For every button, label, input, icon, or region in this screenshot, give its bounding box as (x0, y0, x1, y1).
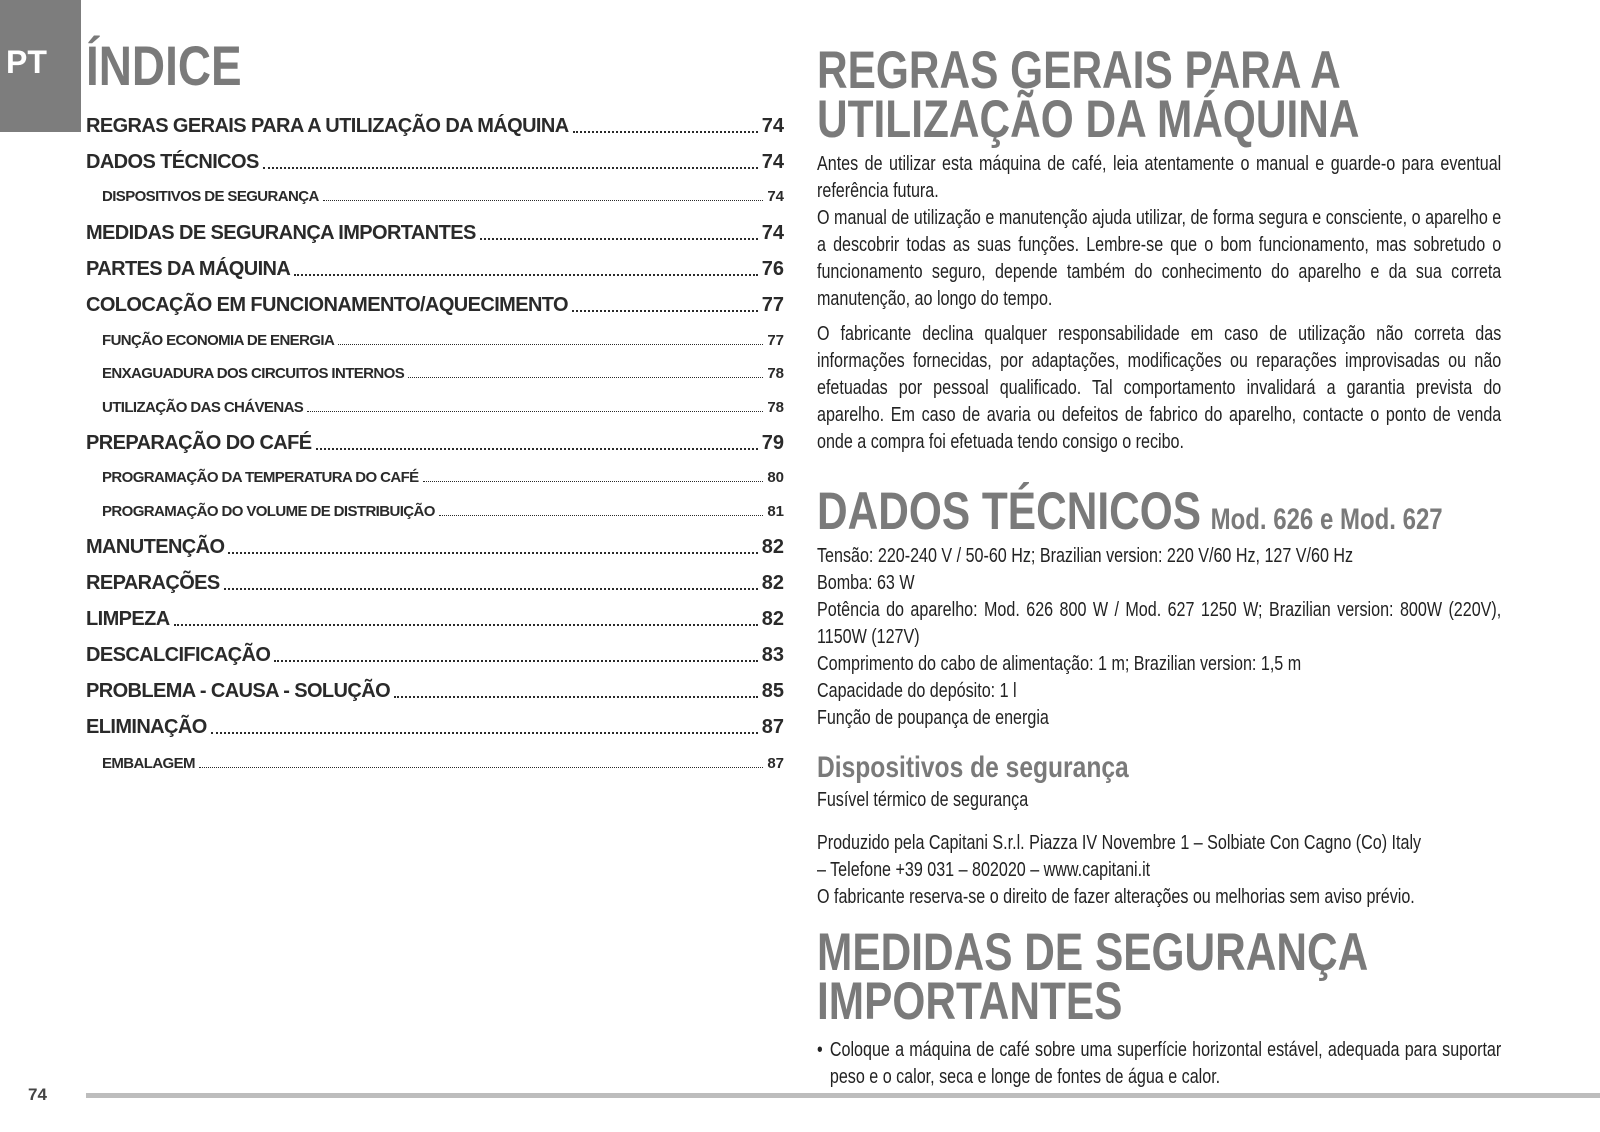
general-rules-paragraph-2: O manual de utilização e manutenção ajuda utilizar, de forma segura e consciente, o aparelho e a descobrir todas as suas funções. Lembre-se que o bom funcionamento, mas sobretudo o funcionamento seguro, depende também do conhecimento do aparelho e da sua correta manutenção, ao longo do tempo. (817, 207, 1502, 310)
safety-measures-list (817, 1037, 1501, 1091)
language-tab (0, 0, 81, 132)
toc-entry-label: PROBLEMA - CAUSA - SOLUÇÃO (86, 680, 391, 702)
toc-entry-label: DISPOSITIVOS DE SEGURANÇA (102, 188, 319, 205)
bullet-marker: • (817, 1039, 823, 1061)
toc-entry-label: PREPARAÇÃO DO CAFÉ (86, 432, 312, 454)
spec-energy-saving: Função de poupança de energia (817, 707, 1049, 729)
producer-line-1: Produzido pela Capitani S.r.l. Piazza IV Novembre 1 – Solbiate Con Cagno (Co) Italy (817, 832, 1422, 854)
toc-entry-label: UTILIZAÇÃO DAS CHÁVENAS (102, 399, 304, 416)
general-rules-paragraph-1: Antes de utilizar esta máquina de café, leia atentamente o manual e guarde-o para eventual referência futura. (817, 153, 1502, 202)
toc-entry-page: 83 (761, 644, 784, 666)
toc-entry-page: 80 (767, 469, 784, 486)
toc-entry-page: 77 (767, 332, 784, 349)
toc-leader-dots (408, 377, 763, 378)
toc-entry-label: DADOS TÉCNICOS (86, 151, 259, 173)
general-rules-title-line2: UTILIZAÇÃO DA MÁQUINA (817, 90, 1360, 149)
toc-entry-label: LIMPEZA (86, 608, 170, 630)
safety-measures-title-line2: IMPORTANTES (817, 972, 1123, 1031)
technical-data-model: Mod. 626 e Mod. 627 (1210, 503, 1443, 536)
spec-power: Potência do aparelho: Mod. 626 800 W / Mod. 627 1250 W; Brazilian version: 800W (220V), 1150W (127V) (817, 599, 1502, 648)
toc-leader-dots (211, 732, 758, 734)
toc-leader-dots (480, 238, 758, 240)
toc-entry-page: 81 (767, 503, 784, 520)
toc-entry-label: PROGRAMAÇÃO DO VOLUME DE DISTRIBUIÇÃO (102, 503, 435, 520)
safety-measures-title-line1: MEDIDAS DE SEGURANÇA (817, 923, 1369, 982)
toc-entry-page: 74 (761, 222, 784, 244)
toc-leader-dots (338, 344, 763, 345)
page-number: 74 (28, 1085, 47, 1104)
footer-rule (86, 1093, 1600, 1098)
toc-entry-page: 74 (761, 151, 784, 173)
toc-leader-dots (224, 588, 758, 590)
toc-leader-dots (394, 696, 758, 698)
spec-tank: Capacidade do depósito: 1 l (817, 680, 1017, 702)
toc-entry-page: 79 (761, 432, 784, 454)
toc-entry-label: MANUTENÇÃO (86, 536, 225, 558)
toc-entry-page: 78 (767, 399, 784, 416)
safety-measure-1: Coloque a máquina de café sobre uma superfície horizontal estável, adequada para suportar peso e o calor, seca e longe de fontes de água e calor. (829, 1039, 1502, 1088)
toc-entry-label: DESCALCIFICAÇÃO (86, 644, 271, 666)
toc-entry (86, 677, 784, 703)
general-rules-body (817, 151, 1501, 456)
toc-entry-page: 82 (761, 608, 784, 630)
toc-leader-dots (199, 767, 763, 768)
spec-voltage: Tensão: 220-240 V / 50-60 Hz; Brazilian version: 220 V/60 Hz, 127 V/60 Hz (817, 545, 1354, 567)
safety-measures-heading (817, 923, 1515, 1031)
toc-entry-label: COLOCAÇÃO EM FUNCIONAMENTO/AQUECIMENTO (86, 294, 569, 316)
toc-entry-page: 82 (761, 536, 784, 558)
safety-devices-title: Dispositivos de segurança (817, 751, 1129, 784)
general-rules-heading (817, 41, 1515, 149)
list-item (817, 1037, 1501, 1091)
producer-info (817, 830, 1501, 911)
safety-devices-section (817, 751, 1515, 785)
toc-entry (86, 429, 784, 455)
technical-data-heading (817, 482, 1515, 544)
toc-leader-dots (294, 274, 758, 276)
spec-cable: Comprimento do cabo de alimentação: 1 m; Brazilian version: 1,5 m (817, 653, 1302, 675)
toc-entry (86, 396, 784, 416)
toc-entry (86, 219, 784, 245)
toc-entry-label: PROGRAMAÇÃO DA TEMPERATURA DO CAFÉ (102, 469, 419, 486)
toc-entry-page: 74 (761, 115, 784, 137)
general-rules-paragraph-3: O fabricante declina qualquer responsabilidade em caso de utilização não correta das informações fornecidas, por adaptações, modificações ou reparações improvisadas ou não efetuadas por pessoal qualificado. Tal comportamento invalidará a garantia prevista do aparelho. Em caso de avaria ou defeitos de fabrico do aparelho, contacte o ponto de venda onde a compra foi efetuada tendo consigo o recibo. (817, 323, 1502, 453)
toc-entry-page: 77 (761, 294, 784, 316)
toc-entry (86, 148, 784, 174)
toc-entry-label: PARTES DA MÁQUINA (86, 258, 291, 280)
toc-entry (86, 569, 784, 595)
toc-entry (86, 713, 784, 739)
toc-leader-dots (573, 131, 758, 133)
toc-entry-page: 76 (761, 258, 784, 280)
toc-entry-page: 74 (767, 188, 784, 205)
toc-leader-dots (316, 448, 758, 450)
toc-entry-label: ENXAGUADURA DOS CIRCUITOS INTERNOS (102, 365, 405, 382)
toc-leader-dots (439, 515, 764, 516)
toc-entry (86, 112, 784, 138)
safety-devices-text: Fusível térmico de segurança (817, 789, 1029, 811)
toc-leader-dots (263, 167, 758, 169)
technical-data-list (817, 543, 1501, 732)
toc-entry (86, 641, 784, 667)
toc-entry (86, 329, 784, 349)
toc-entry-page: 82 (761, 572, 784, 594)
toc-leader-dots (323, 200, 764, 201)
producer-line-2: – Telefone +39 031 – 802020 – www.capitani.it (817, 859, 1151, 881)
toc-leader-dots (423, 481, 764, 482)
toc-entry (86, 752, 784, 772)
toc-entry (86, 466, 784, 486)
toc-entry-label: REGRAS GERAIS PARA A UTILIZAÇÃO DA MÁQUINA (86, 115, 569, 137)
toc-entry-label: ELIMINAÇÃO (86, 716, 207, 738)
toc-leader-dots (274, 660, 757, 662)
toc-entry-label: FUNÇÃO ECONOMIA DE ENERGIA (102, 332, 335, 349)
toc-entry (86, 185, 784, 205)
toc-entry-page: 87 (761, 716, 784, 738)
toc-leader-dots (174, 624, 758, 626)
toc-entry (86, 255, 784, 281)
spec-pump: Bomba: 63 W (817, 572, 915, 594)
safety-devices-body (817, 787, 1501, 814)
toc-entry-label: EMBALAGEM (102, 755, 195, 772)
toc-entry-label: MEDIDAS DE SEGURANÇA IMPORTANTES (86, 222, 476, 244)
toc-entry (86, 500, 784, 520)
producer-line-3: O fabricante reserva-se o direito de fazer alterações ou melhorias sem aviso prévio. (817, 886, 1415, 908)
language-code: PT (6, 44, 47, 80)
general-rules-title-line1: REGRAS GERAIS PARA A (817, 41, 1341, 100)
index-title: ÍNDICE (86, 34, 242, 97)
toc-leader-dots (572, 310, 758, 312)
toc-leader-dots (307, 411, 763, 412)
toc-entry (86, 291, 784, 317)
toc-leader-dots (228, 552, 757, 554)
toc-entry-page: 78 (767, 365, 784, 382)
technical-data-title: DADOS TÉCNICOS (817, 482, 1201, 541)
toc-entry-page: 85 (761, 680, 784, 702)
toc-entry (86, 362, 784, 382)
toc-entry-label: REPARAÇÕES (86, 572, 220, 594)
toc-entry (86, 533, 784, 559)
toc-entry (86, 605, 784, 631)
toc-entry-page: 87 (767, 755, 784, 772)
